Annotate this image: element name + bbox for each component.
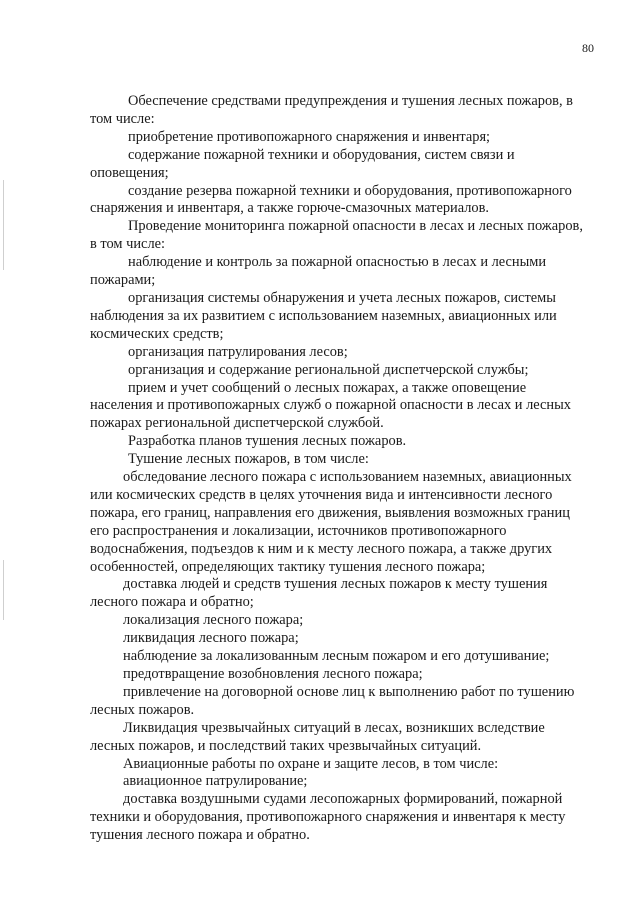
paragraph: доставка воздушными судами лесопожарных формирований, пожарной техники и оборудования, противопожарного снаряжения и инвентаря к месту тушения лесного пожара и обратно. [90, 791, 566, 844]
paragraph: организация патрулирования лесов; [128, 343, 348, 360]
paragraph: создание резерва пожарной техники и оборудования, противопожарного снаряжения и инвентаря, а также горюче-смазочных материалов. [90, 182, 572, 217]
paragraph: авиационное патрулирование; [123, 773, 308, 790]
paragraph: приобретение противопожарного снаряжения и инвентаря; [128, 128, 491, 145]
scan-edge-mark [3, 560, 4, 620]
paragraph: наблюдение за локализованным лесным пожаром и его дотушивание; [123, 648, 550, 665]
paragraph: привлечение на договорной основе лиц к выполнению работ по тушению лесных пожаров. [90, 683, 575, 718]
paragraph: Разработка планов тушения лесных пожаров. [128, 433, 407, 450]
paragraph: Тушение лесных пожаров, в том числе: [128, 451, 369, 468]
paragraph: локализация лесного пожара; [123, 612, 304, 629]
paragraph: Проведение мониторинга пожарной опасности в лесах и лесных пожаров, в том числе: [90, 218, 583, 253]
paragraph: ликвидация лесного пожара; [123, 630, 299, 647]
paragraph: Авиационные работы по охране и защите лесов, в том числе: [123, 755, 499, 772]
paragraph: наблюдение и контроль за пожарной опасностью в лесах и лесными пожарами; [90, 254, 547, 289]
paragraph: прием и учет сообщений о лесных пожарах, а также оповещение населения и противопожарных служб о пожарной опасности в лесах и лесных пожарах региональной диспетчерской службой. [90, 379, 571, 432]
scan-edge-mark [3, 180, 4, 270]
paragraph: доставка людей и средств тушения лесных пожаров к месту тушения лесного пожара и обратно; [90, 576, 548, 611]
paragraph: предотвращение возобновления лесного пожара; [123, 666, 423, 682]
paragraph: Обеспечение средствами предупреждения и тушения лесных пожаров, в том числе: [90, 93, 573, 127]
paragraph: обследование лесного пожара с использованием наземных, авиационных или космических средств в целях уточнения вида и интенсивности лесного пожара, его границ, направления его движения, выявления возможных границ его распространения и локализации, источников противопожарного водоснабжения, подъездов к ним и к месту лесного пожара, а также других особенностей, определяющих тактику тушения лесного пожара; [90, 469, 572, 575]
paragraph: содержание пожарной техники и оборудования, систем связи и оповещения; [90, 146, 515, 181]
paragraph: Ликвидация чрезвычайных ситуаций в лесах, возникших вследствие лесных пожаров, и последствий таких чрезвычайных ситуаций. [90, 719, 545, 754]
paragraph: организация системы обнаружения и учета лесных пожаров, системы наблюдения за их развитием с использованием наземных, авиационных или космических средств; [90, 289, 557, 342]
paragraph: организация и содержание региональной диспетчерской службы; [128, 361, 529, 378]
page-number: 80 [582, 41, 594, 55]
document-body [90, 93, 592, 845]
